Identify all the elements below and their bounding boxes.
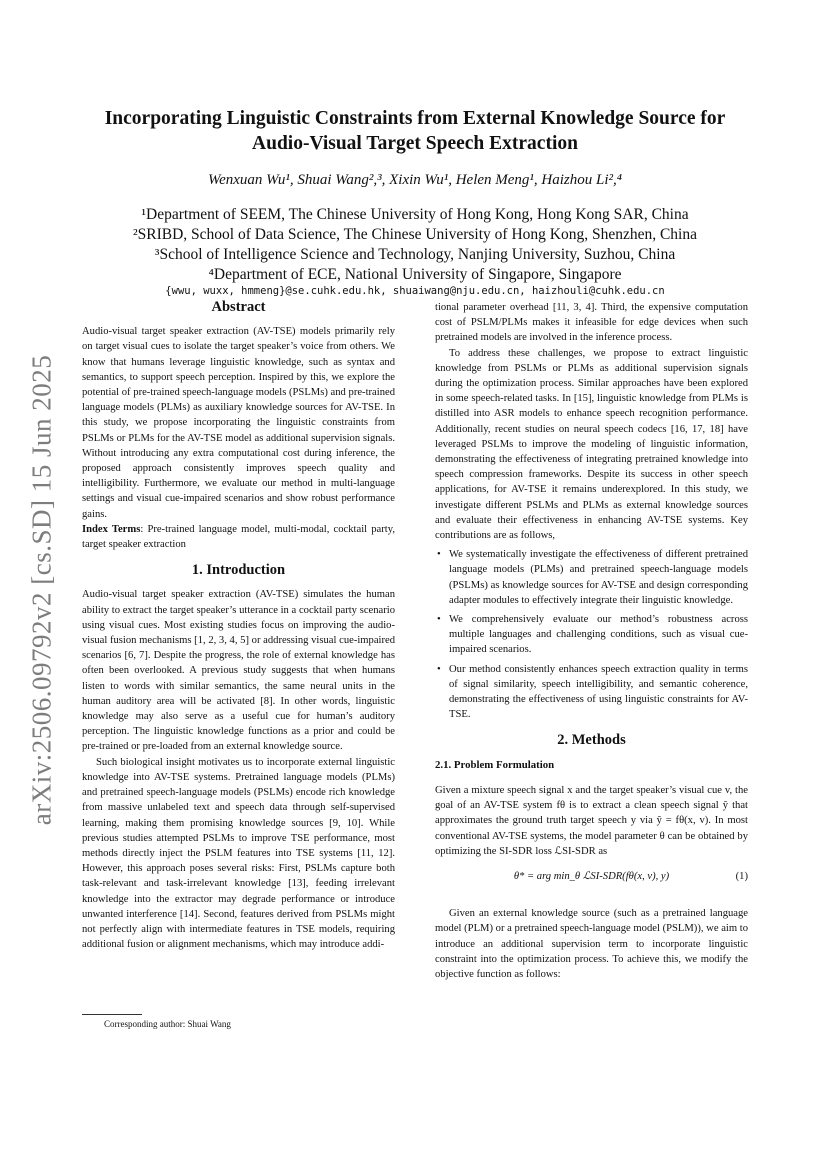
right-paragraph-1: tional parameter overhead [11, 3, 4]. Third, the expensive computation cost of PSLM/PLMs makes it infeasible for edge devices when such pretrained models are involved in the inference process.: [435, 302, 748, 344]
right-column: [435, 300, 748, 982]
index-terms-text: : Pre-trained language model, multi-modal, cocktail party, target speaker extraction: [82, 523, 395, 551]
bullet-icon: •: [437, 614, 441, 626]
arxiv-id-text: arXiv:2506.09792v2 [cs.SD] 15 Jun 2025: [26, 354, 57, 826]
author-emails: {wwu, wuxx, hmmeng}@se.cuhk.edu.hk, shuaiwang@nju.edu.cn, haizhouli@cuhk.edu.cn: [165, 285, 665, 297]
index-terms-label: Index Terms: [82, 523, 141, 535]
title-line-2: Audio-Visual Target Speech Extraction: [252, 133, 578, 154]
contribution-text: We systematically investigate the effectiveness of different pretrained language models (PLMs) and pretrained speech-language models (PSLMs) as knowledge sources for AV-TSE and design corresponding adapter modules to effectively integrate their linguistic knowledge.: [449, 549, 748, 606]
bullet-icon: •: [437, 663, 441, 675]
affiliation-3: ³School of Intelligence Science and Technology, Nanjing University, Suzhou, China: [154, 246, 676, 263]
methods-paragraph-2: Given an external knowledge source (such as a pretrained language model (PLM) or a pretrained speech-language model (PSLM)), we aim to introduce an additional supervision term to incorporate linguistic constraint into the optimization process. To achieve this, we modify the objective function as follows:: [435, 908, 748, 980]
bullet-icon: •: [437, 549, 441, 561]
equation-number: (1): [735, 870, 748, 882]
title-line-1: Incorporating Linguistic Constraints from External Knowledge Source for: [104, 108, 726, 129]
abstract-heading: Abstract: [211, 299, 266, 315]
footnote-rule: [82, 1014, 142, 1015]
right-paragraph-2: To address these challenges, we propose to extract linguistic knowledge from PSLMs or PLMs as additional supervision signals during the optimization process. Similar approaches have been explored in some speech-related tasks. In [15], linguistic knowledge from PLMs is distilled into ASR models to enhance speech recognition performance. Additionally, recent studies on neural speech codecs [16, 17, 18] have leveraged PSLMs to improve the modeling of linguistic information, demonstrating the effectiveness of integrating pretrained knowledge into speech compression frameworks. Despite its success in other speech applications, for AV-TSE it remains underexplored. In this study, we investigate different PSLMs and PLMs as external knowledge sources and evaluate their effectiveness in enhancing AV-TSE systems. Key contributions are as follows,: [435, 347, 748, 542]
affiliation-1: ¹Department of SEEM, The Chinese University of Hong Kong, Hong Kong SAR, China: [141, 206, 689, 223]
contribution-item: [435, 612, 748, 658]
problem-formulation-heading: 2.1. Problem Formulation: [435, 758, 555, 771]
footnote: Corresponding author: Shuai Wang: [104, 1019, 231, 1029]
affiliation-2: ²SRIBD, School of Data Science, The Chinese University of Hong Kong, Shenzhen, China: [133, 226, 697, 243]
left-column: [82, 300, 395, 952]
intro-paragraph-2: Such biological insight motivates us to incorporate external linguistic knowledge into AV-TSE systems. Pretrained language models (PLMs) and pretrained speech-language models (PSLMs) encode rich knowledge from massive unlabeled text and speech data through self-supervised learning, making them promising knowledge sources [9, 10]. While previous studies attempted PSLMs to improve TSE performance, most methods directly inject the PSLM features into TSE systems [11, 12]. However, this approach poses several risks: First, PSLMs capture both task-relevant and task-irrelevant knowledge [13], feeding irrelevant knowledge into the extractor may degrade performance or introduce unwanted interference [14]. Second, features derived from PSLMs might not perfectly align with intermediate features in TSE models, requiring additional fusion or alignment mechanisms, which may introduce addi-: [82, 756, 395, 951]
equation-1: [435, 869, 748, 884]
equation-body: θ* = arg min_θ ℒSI-SDR(fθ(x, v), y): [513, 870, 670, 882]
affiliations: [70, 205, 760, 285]
contribution-list: [435, 547, 748, 722]
methods-paragraph-1: Given a mixture speech signal x and the target speaker’s visual cue v, the goal of an AV-TSE system fθ is to extract a clean speech signal ŷ that approximates the ground truth target speech y via ŷ = fθ(x, v). In most conventional AV-TSE systems, the model parameter θ can be obtained by optimizing the SI-SDR loss ℒSI-SDR as: [435, 784, 748, 857]
affiliation-4: ⁴Department of ECE, National University of Singapore, Singapore: [208, 266, 622, 283]
contribution-text: Our method consistently enhances speech extraction quality in terms of signal similarity, speech intelligibility, and semantic coherence, demonstrating the effectiveness of using linguistic constraints for AV-TSE.: [449, 663, 748, 721]
author-list: Wenxuan Wu¹, Shuai Wang²,³, Xixin Wu¹, Helen Meng¹, Haizhou Li²,⁴: [208, 172, 622, 188]
methods-heading: 2. Methods: [557, 732, 626, 749]
contribution-text: We comprehensively evaluate our method’s robustness across multiple languages and challenging conditions, such as visual cue-impaired scenarios.: [449, 614, 748, 656]
contribution-item: [435, 547, 748, 608]
introduction-heading: 1. Introduction: [191, 562, 286, 579]
contribution-item: [435, 662, 748, 723]
paper-title: [70, 106, 760, 156]
index-terms: [82, 522, 395, 552]
arxiv-identifier: [22, 345, 62, 835]
abstract-text: Audio-visual target speaker extraction (AV-TSE) models primarily rely on target visual cues to isolate the target speaker’s voice from others. We know that humans leverage linguistic knowledge, such as syntax and semantics, to support speech perception. Inspired by this, we explore the potential of pre-trained speech-language models (PSLMs) and pre-trained language models (PLMs) as auxiliary knowledge sources for AV-TSE. In this study, we propose incorporating the linguistic constraints from PSLMs or PLMs for the AV-TSE model as additional supervision signals. Without introducing any extra computational cost during inference, the proposed approach consistently improves speech quality and intelligibility. Furthermore, we evaluate our method in multi-language settings and visual cue-impaired scenarios and show robust performance gains.: [82, 326, 395, 520]
intro-paragraph-1: Audio-visual target speaker extraction (AV-TSE) simulates the human ability to extract the target speaker’s utterance in a cocktail party scenario using visual cues. Most existing studies focus on improving the audio-visual fusion mechanisms [1, 2, 3, 4, 5] or addressing visual cue-impaired scenarios [6, 7]. Despite the progress, the role of external knowledge has often been overlooked. A previous study suggests that when humans listen to words with similar semantics, the same neural units in the human auditory area will be activated [8]. In other words, linguistic knowledge may also serve as a useful cue for human’s auditory perception. The linguistic knowledge functions as a prior and could be pre-trained or pre-loaded from an external knowledge source.: [82, 589, 395, 753]
